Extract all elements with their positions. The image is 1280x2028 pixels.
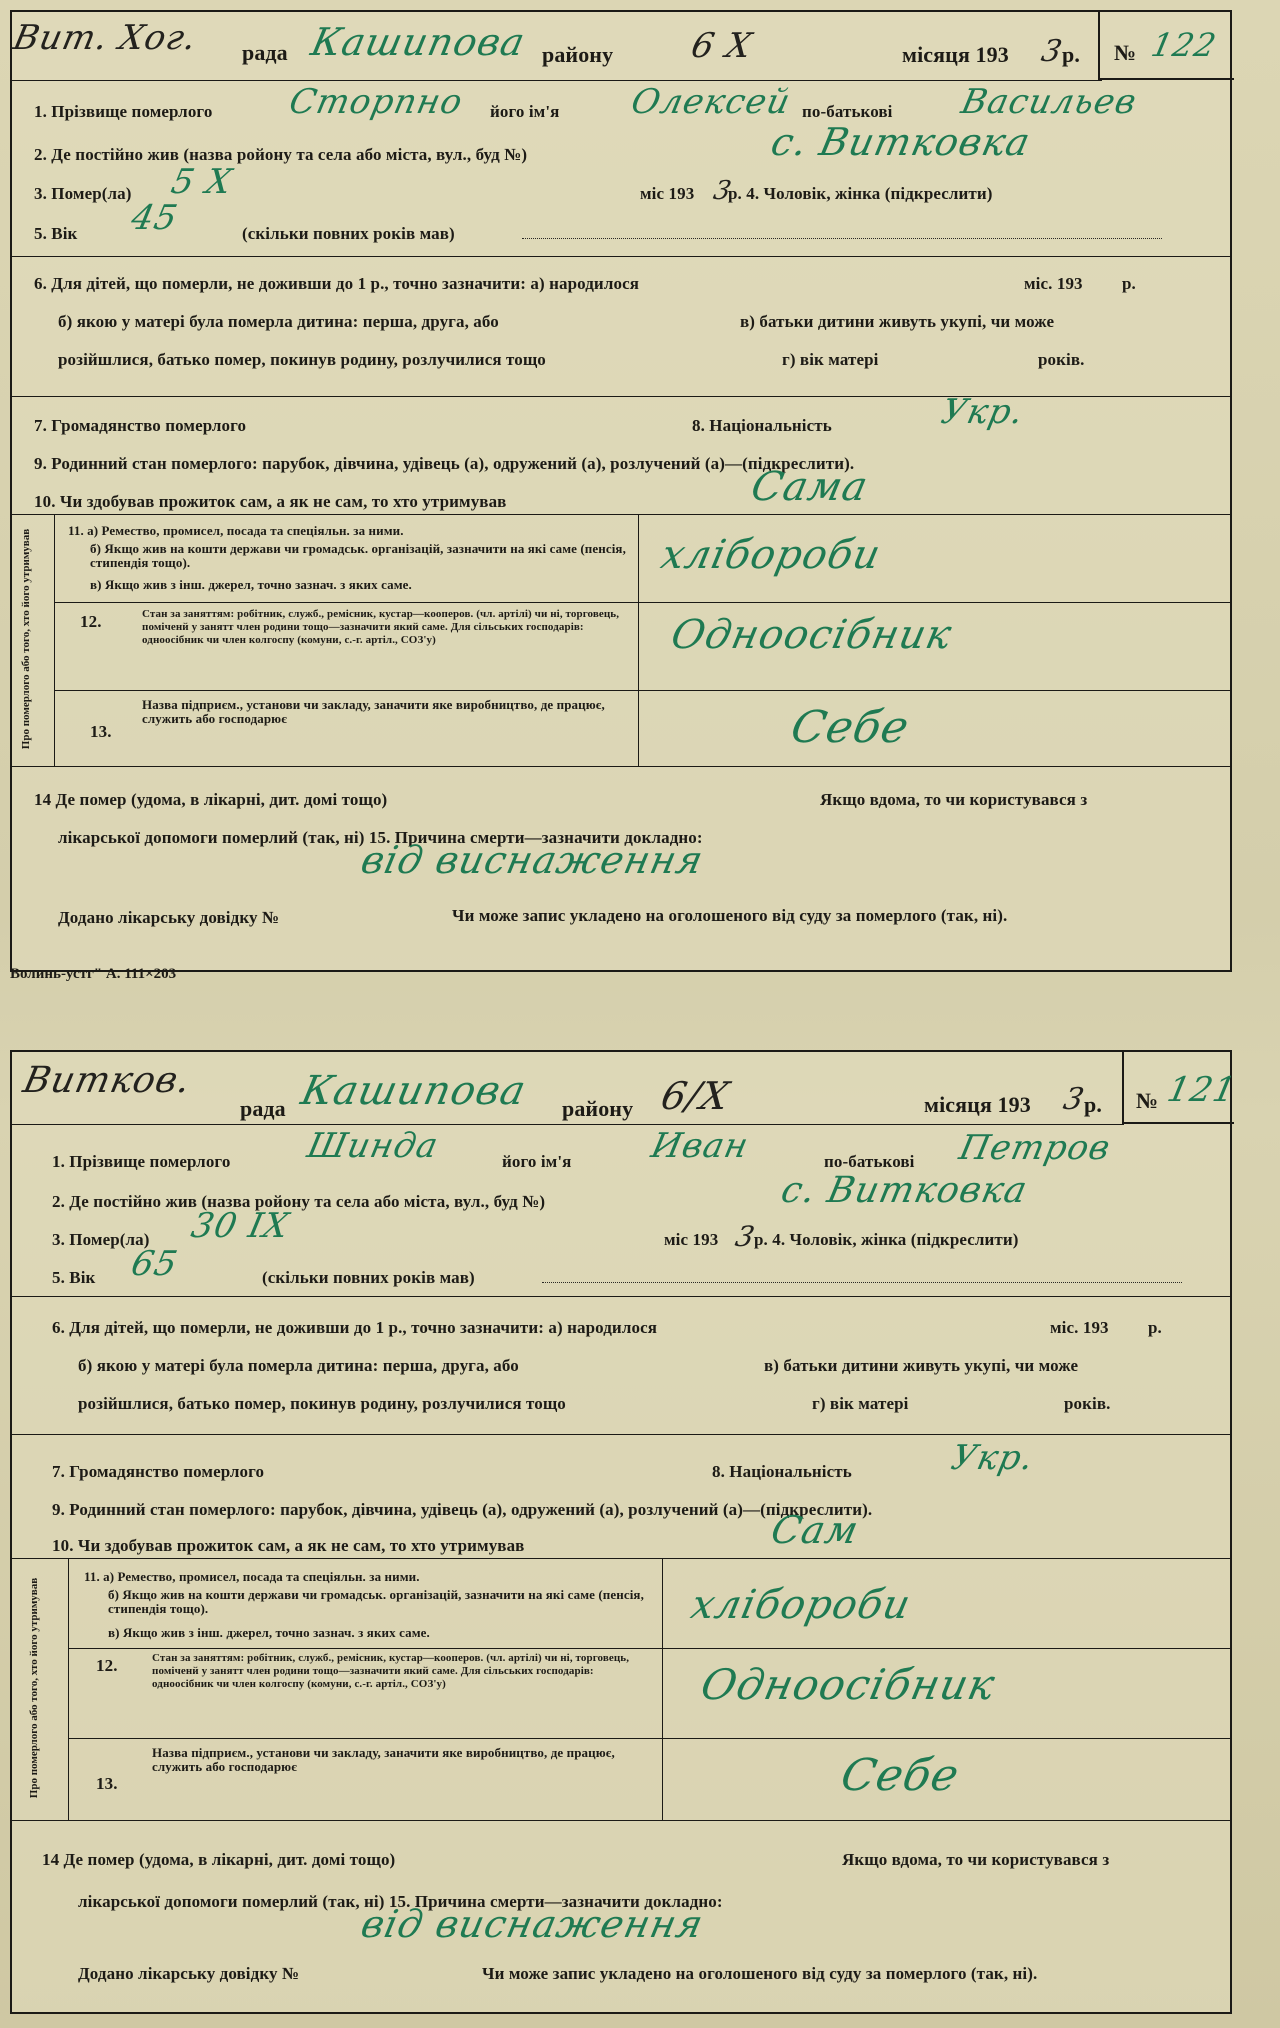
patronymic-label: по-батькові bbox=[824, 1152, 915, 1171]
years-label: років. bbox=[1038, 350, 1085, 369]
surname-label: 1. Прізвище померлого bbox=[52, 1152, 231, 1171]
print-info-text: Волинь-устг" А. 111×203 bbox=[10, 966, 177, 982]
age-handwritten: 65 bbox=[127, 1244, 182, 1284]
sex-label: р. 4. Чоловік, жінка (підкреслити) bbox=[754, 1230, 1019, 1249]
death-month-label: міс 193 bbox=[664, 1230, 719, 1249]
dotted-fill bbox=[522, 238, 1162, 239]
age-hint: (скільки повних років мав) bbox=[262, 1268, 475, 1287]
court-record-label: Чи може запис укладено на оголошеного від суду за померлого (так, ні). bbox=[452, 906, 1008, 925]
name-label: його ім'я bbox=[490, 102, 560, 121]
number-sign: № bbox=[1136, 1088, 1159, 1113]
r-label: р. bbox=[1062, 42, 1080, 67]
marital-label: 9. Родинний стан померлого: парубок, дівчина, удівець (а), одружений (а), розлучений (а)—(підкреслити). bbox=[52, 1500, 873, 1519]
children-month-label: міс. 193 bbox=[1024, 274, 1083, 293]
children-label: 6. Для дітей, що померли, не доживши до 1 р., точно зазначити: а) народилося bbox=[52, 1318, 658, 1337]
marital-label: 9. Родинний стан померлого: парубок, дівчина, удівець (а), одружений (а), розлучений (а)—(підкреслити). bbox=[34, 454, 855, 473]
death-date-handwritten: 5 X bbox=[167, 162, 236, 202]
raion-handwritten: Кашипова bbox=[307, 20, 530, 64]
nationality-label: 8. Національність bbox=[692, 416, 832, 435]
children-r-label: р. bbox=[1122, 274, 1136, 293]
status-handwritten: Одноосібник bbox=[667, 612, 957, 658]
status-number: 12. bbox=[80, 612, 102, 631]
side-column-rule bbox=[54, 514, 55, 766]
dotted-fill bbox=[542, 1282, 1182, 1283]
support-handwritten: Сам bbox=[767, 1508, 863, 1552]
occupation-handwritten: хлібороби bbox=[687, 1582, 916, 1628]
citizenship-label: 7. Громадянство померлого bbox=[34, 416, 247, 435]
death-record-form-1 bbox=[10, 10, 1232, 972]
row-rule bbox=[68, 1648, 1230, 1649]
age-label: 5. Вік bbox=[52, 1268, 96, 1287]
support-handwritten: Сама bbox=[747, 464, 873, 510]
death-place-label: 14 Де помер (удома, в лікарні, дит. домі тощо) bbox=[34, 790, 388, 809]
parents-label: в) батьки дитини живуть укупі, чи може bbox=[740, 312, 1055, 331]
surname-label: 1. Прізвище померлого bbox=[34, 102, 213, 121]
r-label: р. bbox=[1084, 1092, 1102, 1117]
death-year-digit-handwritten: 3 bbox=[732, 1220, 759, 1253]
section-rule bbox=[12, 766, 1230, 767]
day-handwritten: 6 X bbox=[687, 26, 756, 66]
year-digit-handwritten: 3 bbox=[1038, 34, 1066, 69]
patronymic-label: по-батькові bbox=[802, 102, 893, 121]
section-rule bbox=[12, 1434, 1230, 1435]
residence-handwritten: с. Витковка bbox=[777, 1170, 1032, 1211]
raion-handwritten: Кашипова bbox=[297, 1068, 531, 1114]
section-rule bbox=[12, 1558, 1230, 1559]
death-place-label: 14 Де помер (удома, в лікарні, дит. домі тощо) bbox=[42, 1850, 396, 1869]
death-date-label: 3. Помер(ла) bbox=[52, 1230, 150, 1249]
side-vertical-label: Про померлого або того, хто його утримував bbox=[20, 528, 32, 750]
court-record-label: Чи може запис укладено на оголошеного від суду за померлого (так, ні). bbox=[482, 1964, 1038, 1983]
occupation-handwritten: хлібороби bbox=[657, 532, 886, 578]
status-label: Стан за заняттям: робітник, служб., ремісник, кустар—кооперов. (чл. артілі) чи ні, торговець, поміченй у занятт член родини тощо—зазначити який саме. Для сільських господарів: одноосібник чи член колгоспу (комуни, с.-г. артіл., СОЗ'у) bbox=[142, 608, 620, 646]
day-handwritten: 6/X bbox=[657, 1074, 734, 1118]
children-label: 6. Для дітей, що померли, не доживши до 1 р., точно зазначити: а) народилося bbox=[34, 274, 640, 293]
parents-cont-label: розійшлися, батько помер, покинув родину, розлучилися тощо bbox=[78, 1394, 566, 1413]
status-handwritten: Одноосібник bbox=[696, 1660, 1000, 1709]
state-support-label: б) Якщо жив на кошти держави чи громадськ. організацій, зазначити на які саме (пенсія, стипендія тощо). bbox=[90, 541, 626, 570]
age-label: 5. Вік bbox=[34, 224, 78, 243]
workplace-handwritten: Себе bbox=[836, 1750, 965, 1801]
workplace-number: 13. bbox=[96, 1774, 118, 1793]
age-handwritten: 45 bbox=[127, 198, 182, 238]
name-handwritten: Иван bbox=[647, 1126, 753, 1166]
raionu-label: району bbox=[562, 1096, 634, 1121]
death-date-handwritten: 30 IX bbox=[187, 1206, 293, 1246]
name-label: його ім'я bbox=[502, 1152, 572, 1171]
cause-label: лікарської допомоги померлий (так, ні) 15. Причина смерти—зазначити докладно: bbox=[78, 1892, 723, 1911]
workplace-handwritten: Себе bbox=[786, 702, 915, 753]
support-label: 10. Чи здобував прожиток сам, а як не сам, то хто утримував bbox=[34, 492, 507, 511]
child-order-label: б) якою у матері була померла дитина: перша, друга, або bbox=[58, 312, 499, 331]
row-rule bbox=[54, 690, 1230, 691]
row-rule bbox=[68, 1738, 1230, 1739]
section-rule bbox=[12, 1296, 1230, 1297]
support-label: 10. Чи здобував прожиток сам, а як не сам, то хто утримував bbox=[52, 1536, 525, 1555]
workplace-label: Назва підприєм., установи чи закладу, заначити яке виробництво, де працює, служить або господарює bbox=[142, 697, 605, 726]
death-date-label: 3. Помер(ла) bbox=[34, 184, 132, 203]
residence-label: 2. Де постійно жив (назва ройону та села або міста, вул., буд №) bbox=[52, 1192, 546, 1211]
medical-certificate-label: Додано лікарську довідку № bbox=[78, 1964, 300, 1983]
occupation-label: 11. а) Ремество, промисел, посада та спеціяльн. за ними. bbox=[84, 1569, 420, 1584]
years-label: років. bbox=[1064, 1394, 1111, 1413]
other-source-label: в) Якщо жив з інш. джерел, точно зазнач. з яких саме. bbox=[90, 577, 412, 592]
year-digit-handwritten: 3 bbox=[1060, 1082, 1088, 1117]
raionu-label: району bbox=[542, 42, 614, 67]
parents-cont-label: розійшлися, батько помер, покинув родину, розлучилися тощо bbox=[58, 350, 546, 369]
patronymic-handwritten: Петров bbox=[955, 1128, 1115, 1168]
residence-handwritten: с. Витковка bbox=[767, 120, 1035, 164]
age-hint: (скільки повних років мав) bbox=[242, 224, 455, 243]
sex-label: р. 4. Чоловік, жінка (підкреслити) bbox=[728, 184, 993, 203]
name-handwritten: Олексей bbox=[627, 82, 795, 122]
record-number-handwritten: 122 bbox=[1147, 26, 1221, 64]
surname-handwritten: Сторпно bbox=[285, 82, 467, 122]
number-sign: № bbox=[1114, 40, 1137, 65]
side-column-rule bbox=[68, 1558, 69, 1820]
rada-label: рада bbox=[242, 40, 288, 65]
death-month-label: міс 193 bbox=[640, 184, 695, 203]
child-order-label: б) якою у матері була померла дитина: перша, друга, або bbox=[78, 1356, 519, 1375]
nationality-label: 8. Національність bbox=[712, 1462, 852, 1481]
status-label: Стан за заняттям: робітник, служб., ремісник, кустар—кооперов. (чл. артілі) чи ні, торговець, поміченй у занятт член родини тощо—зазначити який саме. Для сільських господарів: одноосібник чи член колгоспу (комуни, с.-г. артіл., СОЗ'у) bbox=[152, 1652, 630, 1690]
council-handwritten: Витков. bbox=[19, 1060, 195, 1101]
section-rule bbox=[12, 256, 1230, 257]
nationality-handwritten: Укр. bbox=[947, 1438, 1038, 1478]
mother-age-label: г) вік матері bbox=[812, 1394, 909, 1413]
death-year-digit-handwritten: 3 bbox=[710, 176, 735, 206]
surname-handwritten: Шинда bbox=[303, 1126, 443, 1166]
section-rule bbox=[12, 396, 1230, 397]
header-rule bbox=[12, 80, 1102, 81]
header-rule bbox=[12, 1124, 1124, 1125]
children-month-label: міс. 193 bbox=[1050, 1318, 1109, 1337]
month-label: місяця 193 bbox=[902, 42, 1009, 67]
citizenship-label: 7. Громадянство померлого bbox=[52, 1462, 265, 1481]
state-support-label: б) Якщо жив на кошти держави чи громадськ. організацій, зазначити на які саме (пенсія, стипендія тощо). bbox=[108, 1587, 644, 1616]
home-help-label: Якщо вдома, то чи користувався з bbox=[820, 790, 1088, 809]
children-r-label: р. bbox=[1148, 1318, 1162, 1337]
patronymic-handwritten: Васильев bbox=[957, 82, 1141, 122]
parents-label: в) батьки дитини живуть укупі, чи може bbox=[764, 1356, 1079, 1375]
workplace-label: Назва підприєм., установи чи закладу, заначити яке виробництво, де працює, служить або господарює bbox=[152, 1745, 615, 1774]
workplace-number: 13. bbox=[90, 722, 112, 741]
row-rule bbox=[54, 602, 1230, 603]
month-label: місяця 193 bbox=[924, 1092, 1031, 1117]
side-vertical-label: Про померлого або того, хто його утримував bbox=[28, 1577, 40, 1799]
occupation-label: 11. а) Ремество, промисел, посада та спеціяльн. за ними. bbox=[68, 523, 404, 538]
rada-label: рада bbox=[240, 1096, 286, 1121]
nationality-handwritten: Укр. bbox=[937, 392, 1028, 432]
home-help-label: Якщо вдома, то чи користувався з bbox=[842, 1850, 1110, 1869]
answer-column-rule bbox=[662, 1558, 663, 1820]
status-number: 12. bbox=[96, 1656, 118, 1675]
council-handwritten: Вит. Хог. bbox=[9, 18, 201, 58]
other-source-label: в) Якщо жив з інш. джерел, точно зазнач. з яких саме. bbox=[108, 1625, 430, 1640]
medical-certificate-label: Додано лікарську довідку № bbox=[58, 908, 280, 927]
residence-label: 2. Де постійно жив (назва ройону та села або міста, вул., буд №) bbox=[34, 145, 528, 164]
record-number-handwritten: 121 bbox=[1163, 1070, 1241, 1110]
mother-age-label: г) вік матері bbox=[782, 350, 879, 369]
cause-handwritten: від виснаження bbox=[357, 838, 708, 882]
section-rule bbox=[12, 514, 1230, 515]
cause-label: лікарської допомоги померлий (так, ні) 15. Причина смерти—зазначити докладно: bbox=[58, 828, 703, 847]
section-rule bbox=[12, 1820, 1230, 1821]
answer-column-rule bbox=[638, 514, 639, 766]
cause-handwritten: від виснаження bbox=[357, 1902, 708, 1946]
death-record-form-2 bbox=[10, 1050, 1241, 2014]
